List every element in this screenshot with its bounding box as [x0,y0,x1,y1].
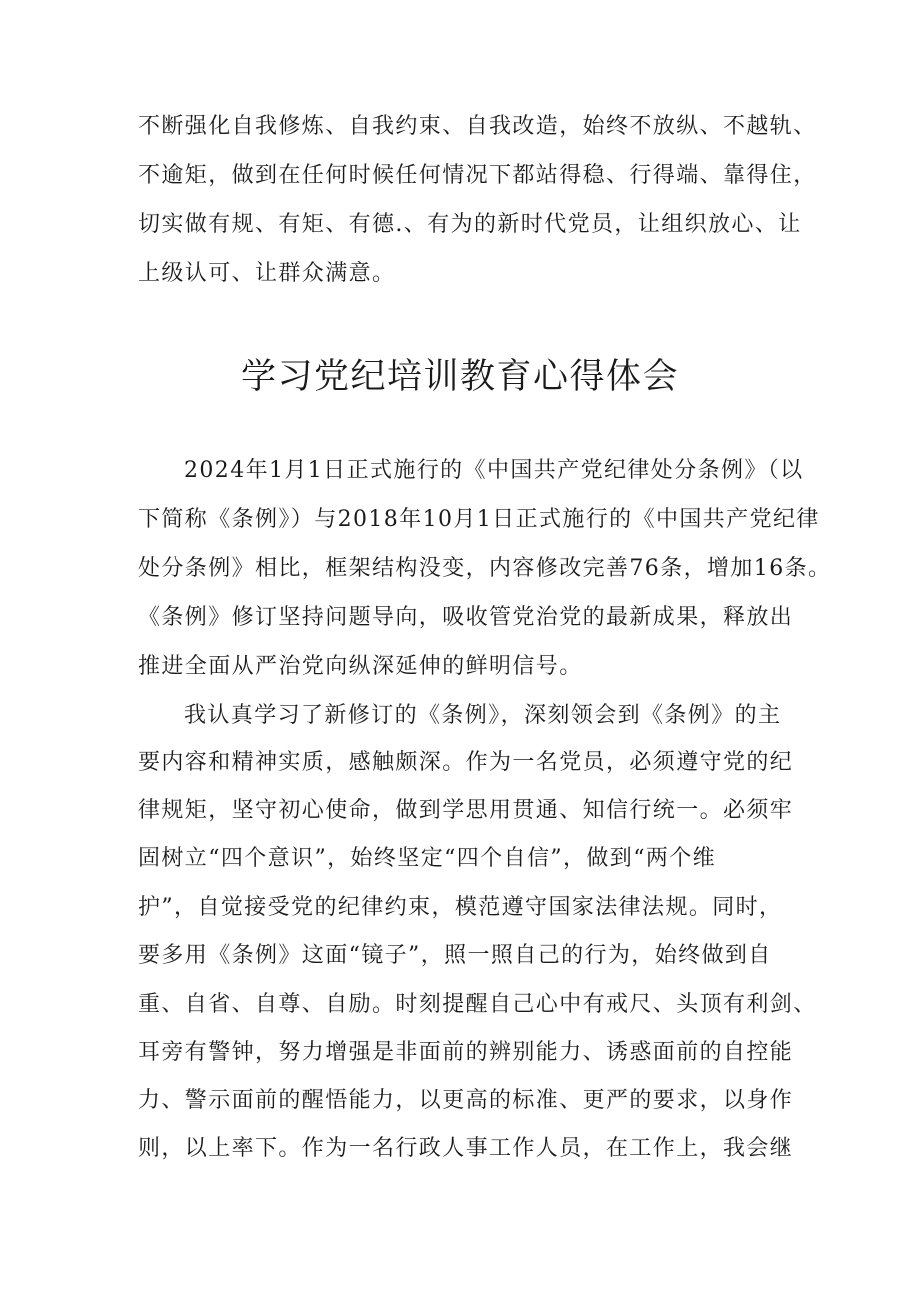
paragraph-2-line-2: 要内容和精神实质，感触颇深。作为一名党员，必须遵守党的纪 [138,750,794,775]
paragraph-1-line-4: 《条例》修订坚持问题导向，吸收管党治党的最新成果，释放出 [138,605,794,630]
intro-line-2: 不逾矩，做到在任何时候任何情况下都站得稳、行得端、靠得住， [138,163,817,188]
paragraph-1-line-2: 下简称《条例》）与2018年10月1日正式施行的《中国共产党纪律 [138,507,820,532]
paragraph-2-line-1: 我认真学习了新修订的《条例》，深刻领会到《条例》的主 [184,703,782,728]
paragraph-2-line-5: 护”，自觉接受党的纪律约束，模范遵守国家法律法规。同时， [138,895,783,920]
paragraph-1-line-1: 2024年1月1日正式施行的《中国共产党纪律处分条例》（以 [184,458,804,483]
paragraph-2-line-7: 重、自省、自尊、自励。时刻提醒自己心中有戒尺、头顶有利剑、 [138,992,817,1017]
paragraph-2-line-6: 要多用《条例》这面“镜子”，照一照自己的行为，始终做到自 [138,943,772,968]
intro-line-1: 不断强化自我修炼、自我约束、自我改造，始终不放纵、不越轨、 [138,114,817,139]
paragraph-2-line-10: 则，以上率下。作为一名行政人事工作人员，在工作上，我会继 [138,1136,794,1161]
paragraph-2-line-8: 耳旁有警钟，努力增强是非面前的辨别能力、诱惑面前的自控能 [138,1040,794,1065]
article-title: 学习党纪培训教育心得体会 [240,357,679,397]
paragraph-2-line-4: 固树立“四个意识”，始终坚定“四个自信”，做到“两个维 [138,846,717,871]
paragraph-1-line-3: 处分条例》相比，框架结构没变，内容修改完善76条，增加16条。 [138,556,832,581]
paragraph-1-line-5: 推进全面从严治党向纵深延伸的鲜明信号。 [138,654,583,679]
paragraph-2-line-3: 律规矩，坚守初心使命，做到学思用贯通、知信行统一。必须牢 [138,798,794,823]
paragraph-2-line-9: 力、警示面前的醒悟能力，以更高的标准、更严的要求，以身作 [138,1088,794,1113]
intro-line-3: 切实做有规、有矩、有德.、有为的新时代党员，让组织放心、让 [138,212,802,237]
intro-line-4: 上级认可、让群众满意。 [138,261,396,286]
